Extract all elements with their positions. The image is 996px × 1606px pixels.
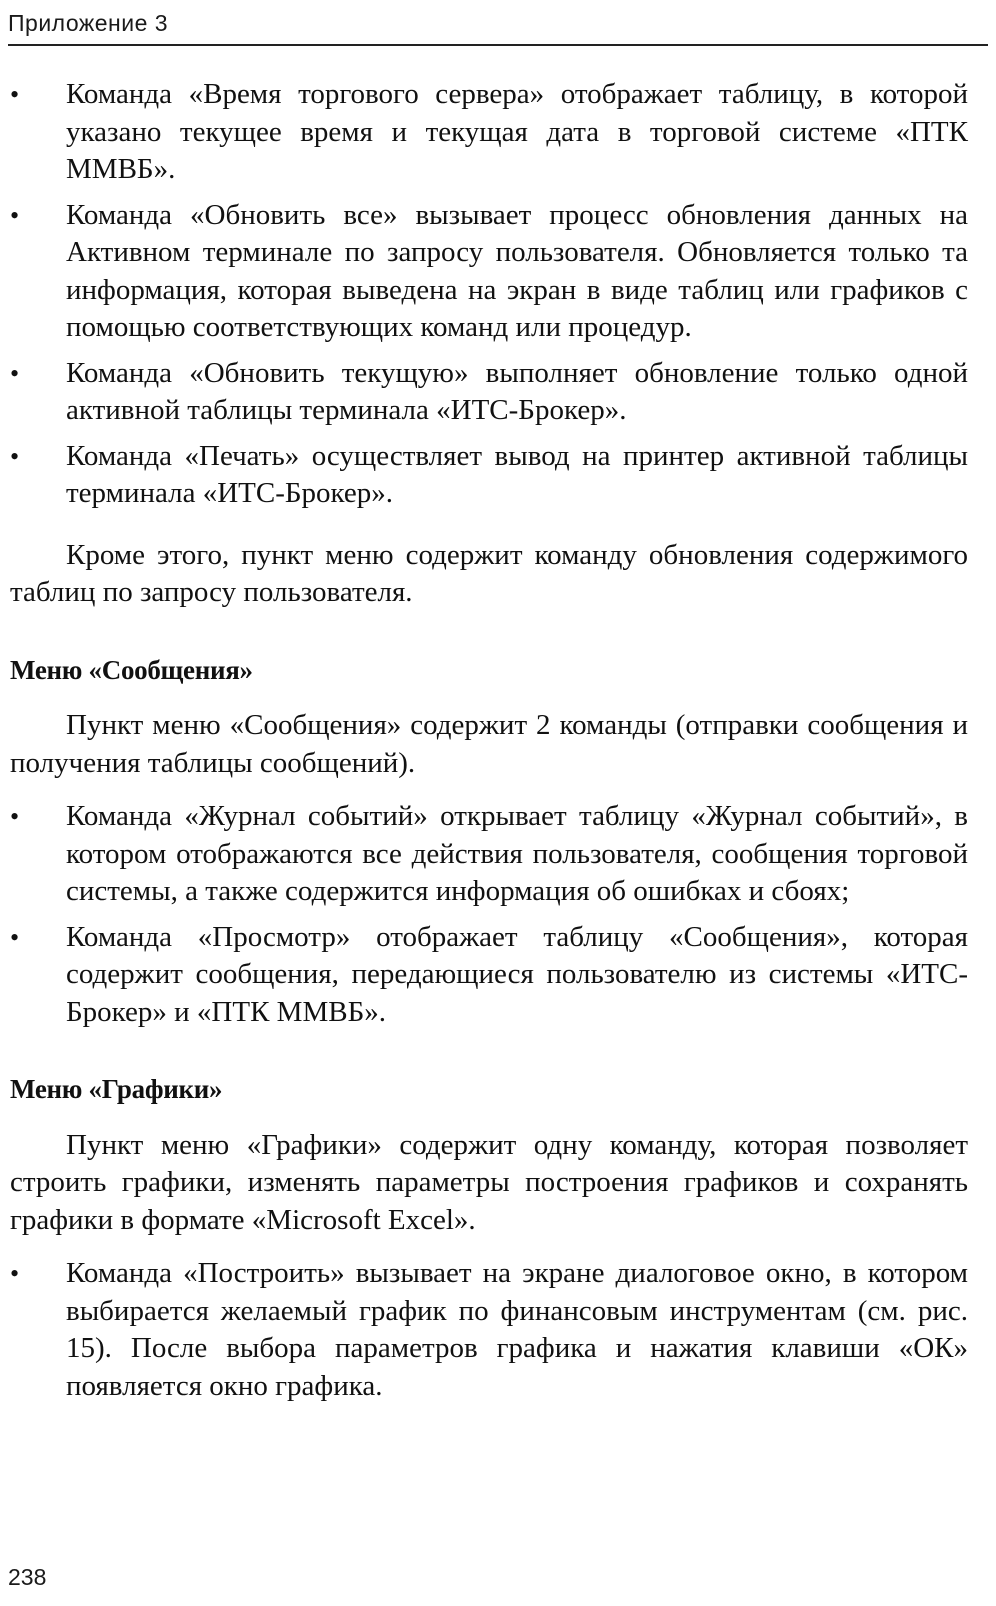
spacer [10,782,968,798]
list-item-text: Команда «Просмотр» отображает таблицу «Сообщения», которая содержит сообщения, передающиеся пользователю из системы «ИТС-Брокер» и «ПТК ММВБ». [66,920,968,1028]
page-body [10,76,968,1413]
list-item-text: Команда «Обновить текущую» выполняет обновление только одной активной таблицы терминала «ИТС-Брокер». [66,356,968,426]
running-header-title: Приложение 3 [8,10,169,36]
list-item [10,438,968,513]
list-item [10,355,968,430]
bullet-icon: • [10,200,20,230]
list-item-text: Команда «Построить» вызывает на экране диалоговое окно, в котором выбирается желаемый график по финансовым инструментам (см. рис. 15). После выбора параметров графика и нажатия клавиши «ОК» появляется окно графика. [66,1257,968,1402]
paragraph: Пункт меню «Сообщения» содержит 2 команды (отправки сообщения и получения таблицы сообщений). [10,709,968,779]
spacer [10,1239,968,1255]
list-item [10,798,968,911]
list-item-text: Команда «Печать» осуществляет вывод на принтер активной таблицы терминала «ИТС-Брокер». [66,439,968,509]
bullet-icon: • [10,802,20,831]
list-item-text: Команда «Журнал событий» открывает таблицу «Журнал событий», в котором отображаются все действия пользователя, сообщения торговой системы, а также содержится информация об ошибках и сбоях; [66,800,968,907]
list-item-text: Команда «Время торгового сервера» отображает таблицу, в которой указано текущее время и текущая дата в торговой системе «ПТК ММВБ». [66,78,968,185]
section-heading-messages: Меню «Сообщения» [10,654,253,685]
bullet-icon: • [10,441,20,471]
bullet-icon: • [10,358,20,388]
list-item [10,197,968,347]
list-item [10,76,968,189]
page-header [8,4,988,46]
page-number: 238 [8,1564,47,1590]
bullet-icon: • [10,80,20,109]
bullet-icon: • [10,1259,20,1288]
paragraph: Кроме этого, пункт меню содержит команду обновления содержимого таблиц по запросу пользователя. [10,538,968,608]
bullet-icon: • [10,922,20,952]
section-heading-charts: Меню «Графики» [10,1074,223,1104]
paragraph: Пункт меню «Графики» содержит одну команду, которая позволяет строить графики, изменять параметры построения графиков и сохранять графики в формате «Microsoft Excel». [10,1128,968,1236]
list-item [10,919,968,1032]
list-item-text: Команда «Обновить все» вызывает процесс обновления данных на Активном терминале по запросу пользователя. Обновляется только та информация, которая выведена на экран в виде таблиц или графиков с помощью соответствующих команд или процедур. [66,198,968,343]
list-item [10,1255,968,1405]
